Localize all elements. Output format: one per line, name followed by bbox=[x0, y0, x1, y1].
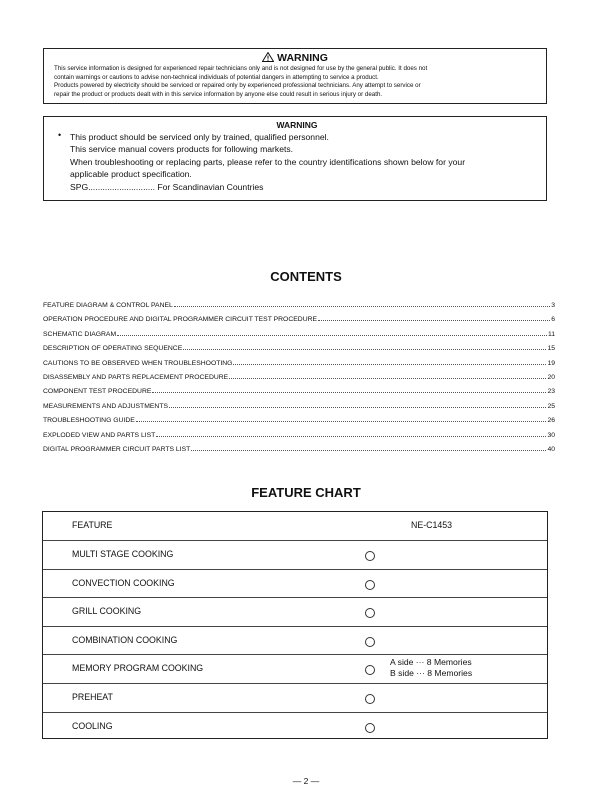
circle-icon bbox=[365, 665, 375, 675]
feature-chart-table bbox=[42, 511, 548, 739]
service-warning-title: WARNING bbox=[276, 120, 318, 130]
general-warning-line: This service information is designed for experienced repair technicians only and is not designed for use by the general public. It does not bbox=[54, 65, 428, 72]
contents-item-title: EXPLODED VIEW AND PARTS LIST bbox=[43, 431, 156, 439]
leader-dots bbox=[191, 441, 546, 451]
feature-row bbox=[43, 598, 547, 627]
contents-item-title: OPERATION PROCEDURE AND DIGITAL PROGRAMMER CIRCUIT TEST PROCEDURE bbox=[43, 316, 318, 324]
feature-chart-header-row bbox=[43, 512, 547, 541]
contents-item-title: SCHEMATIC DIAGRAM bbox=[43, 330, 117, 338]
general-warning-box bbox=[43, 48, 547, 104]
contents-item-title: DISASSEMBLY AND PARTS REPLACEMENT PROCEDURE bbox=[43, 373, 229, 381]
feature-row bbox=[43, 713, 547, 739]
contents-item-page: 6 bbox=[551, 316, 555, 324]
leader-dots bbox=[318, 311, 550, 321]
contents-item[interactable] bbox=[43, 326, 555, 340]
general-warning-body bbox=[54, 65, 536, 99]
leader-dots bbox=[169, 398, 546, 408]
spg-description: For Scandinavian Countries bbox=[157, 182, 264, 193]
contents-item-page: 20 bbox=[547, 373, 555, 381]
contents-item[interactable] bbox=[43, 369, 555, 383]
service-warning-line: applicable product specification. bbox=[70, 168, 192, 179]
feature-name: CONVECTION COOKING bbox=[72, 577, 175, 588]
contents-item[interactable] bbox=[43, 383, 555, 397]
contents-item-page: 23 bbox=[547, 388, 555, 396]
page-number: — 2 — bbox=[292, 776, 320, 786]
contents-item-page: 15 bbox=[547, 345, 555, 353]
memory-note-a: A side ··· 8 Memories bbox=[390, 657, 472, 667]
contents-item[interactable] bbox=[43, 297, 555, 311]
leader-dots bbox=[233, 355, 546, 365]
general-warning-line: repair the product or products dealt with in this service information by anyone else could result in serious injury or death. bbox=[54, 90, 383, 98]
feature-name: MEMORY PROGRAM COOKING bbox=[72, 663, 204, 673]
contents-item-title: MEASUREMENTS AND ADJUSTMENTS bbox=[43, 402, 169, 410]
feature-chart-heading: FEATURE CHART bbox=[251, 485, 361, 500]
contents-item-title: FEATURE DIAGRAM & CONTROL PANEL bbox=[43, 302, 173, 309]
warning-triangle-icon bbox=[262, 52, 274, 62]
service-warning-line: When troubleshooting or replacing parts, please refer to the country identifications shown below for your bbox=[70, 156, 466, 167]
service-warning-box bbox=[43, 116, 547, 201]
leader-dots bbox=[174, 297, 550, 307]
spg-market-line bbox=[70, 181, 536, 193]
leader-dots bbox=[183, 340, 546, 350]
leader-dots bbox=[156, 427, 546, 437]
feature-name: COOLING bbox=[72, 720, 113, 731]
feature-name: MULTI STAGE COOKING bbox=[72, 549, 174, 559]
contents-item-page: 25 bbox=[547, 402, 555, 410]
general-warning-title bbox=[54, 52, 536, 64]
circle-icon bbox=[365, 637, 375, 647]
contents-heading: CONTENTS bbox=[270, 269, 342, 284]
leader-dots bbox=[152, 383, 546, 393]
contents-item[interactable] bbox=[43, 398, 555, 412]
circle-icon bbox=[365, 580, 375, 590]
bullet-icon: • bbox=[58, 130, 62, 140]
service-warning-line: This service manual covers products for following markets. bbox=[70, 144, 294, 155]
general-warning-line: Products powered by electricity should be serviced or repaired only by experienced professional technicians. Any attempt to service or bbox=[54, 82, 421, 90]
contents-item[interactable] bbox=[43, 311, 555, 325]
feature-name: GRILL COOKING bbox=[72, 606, 142, 616]
memory-note-b: B side ··· 8 Memories bbox=[390, 668, 473, 678]
leader-dots bbox=[136, 412, 547, 422]
contents-item-title: CAUTIONS TO BE OBSERVED WHEN TROUBLESHOOTING bbox=[43, 359, 233, 367]
contents-item-title: DESCRIPTION OF OPERATING SEQUENCE bbox=[43, 345, 183, 353]
service-warning-line: This product should be serviced only by trained, qualified personnel. bbox=[70, 132, 329, 142]
feature-row bbox=[43, 627, 547, 656]
contents-item-title: COMPONENT TEST PROCEDURE bbox=[43, 388, 152, 396]
feature-row bbox=[43, 541, 547, 570]
contents-item-page: 26 bbox=[547, 417, 555, 425]
contents-item-page: 40 bbox=[547, 445, 555, 453]
circle-icon bbox=[365, 723, 375, 733]
contents-item[interactable] bbox=[43, 427, 555, 441]
general-warning-title-text: WARNING bbox=[277, 52, 328, 64]
contents-item[interactable] bbox=[43, 340, 555, 354]
contents-item-page: 3 bbox=[551, 302, 555, 309]
model-column-header: NE-C1453 bbox=[411, 520, 453, 530]
feature-row bbox=[43, 684, 547, 713]
spg-leader-dots: ............................ bbox=[88, 182, 156, 193]
contents-item-title: TROUBLESHOOTING GUIDE bbox=[43, 417, 135, 425]
feature-column-header: FEATURE bbox=[72, 520, 113, 530]
feature-row bbox=[43, 570, 547, 599]
spg-code: SPG bbox=[70, 182, 89, 193]
circle-icon bbox=[365, 608, 375, 618]
feature-row bbox=[43, 655, 547, 684]
contents-item[interactable] bbox=[43, 412, 555, 426]
contents-item-page: 11 bbox=[547, 330, 555, 338]
circle-icon bbox=[365, 694, 375, 704]
contents-list bbox=[43, 297, 555, 455]
feature-name: COMBINATION COOKING bbox=[72, 634, 178, 645]
general-warning-line: contain warnings or cautions to advise non-technical individuals of potential dangers in attempting to service a product. bbox=[54, 73, 379, 81]
contents-item[interactable] bbox=[43, 355, 555, 369]
contents-item[interactable] bbox=[43, 441, 555, 455]
contents-item-page: 19 bbox=[547, 359, 555, 367]
circle-icon bbox=[365, 551, 375, 561]
memory-note bbox=[390, 657, 472, 679]
contents-item-page: 30 bbox=[547, 431, 555, 439]
feature-name: PREHEAT bbox=[72, 692, 113, 702]
leader-dots bbox=[117, 326, 547, 336]
contents-item-title: DIGITAL PROGRAMMER CIRCUIT PARTS LIST bbox=[43, 445, 191, 453]
leader-dots bbox=[229, 369, 546, 379]
service-warning-body bbox=[58, 131, 536, 193]
